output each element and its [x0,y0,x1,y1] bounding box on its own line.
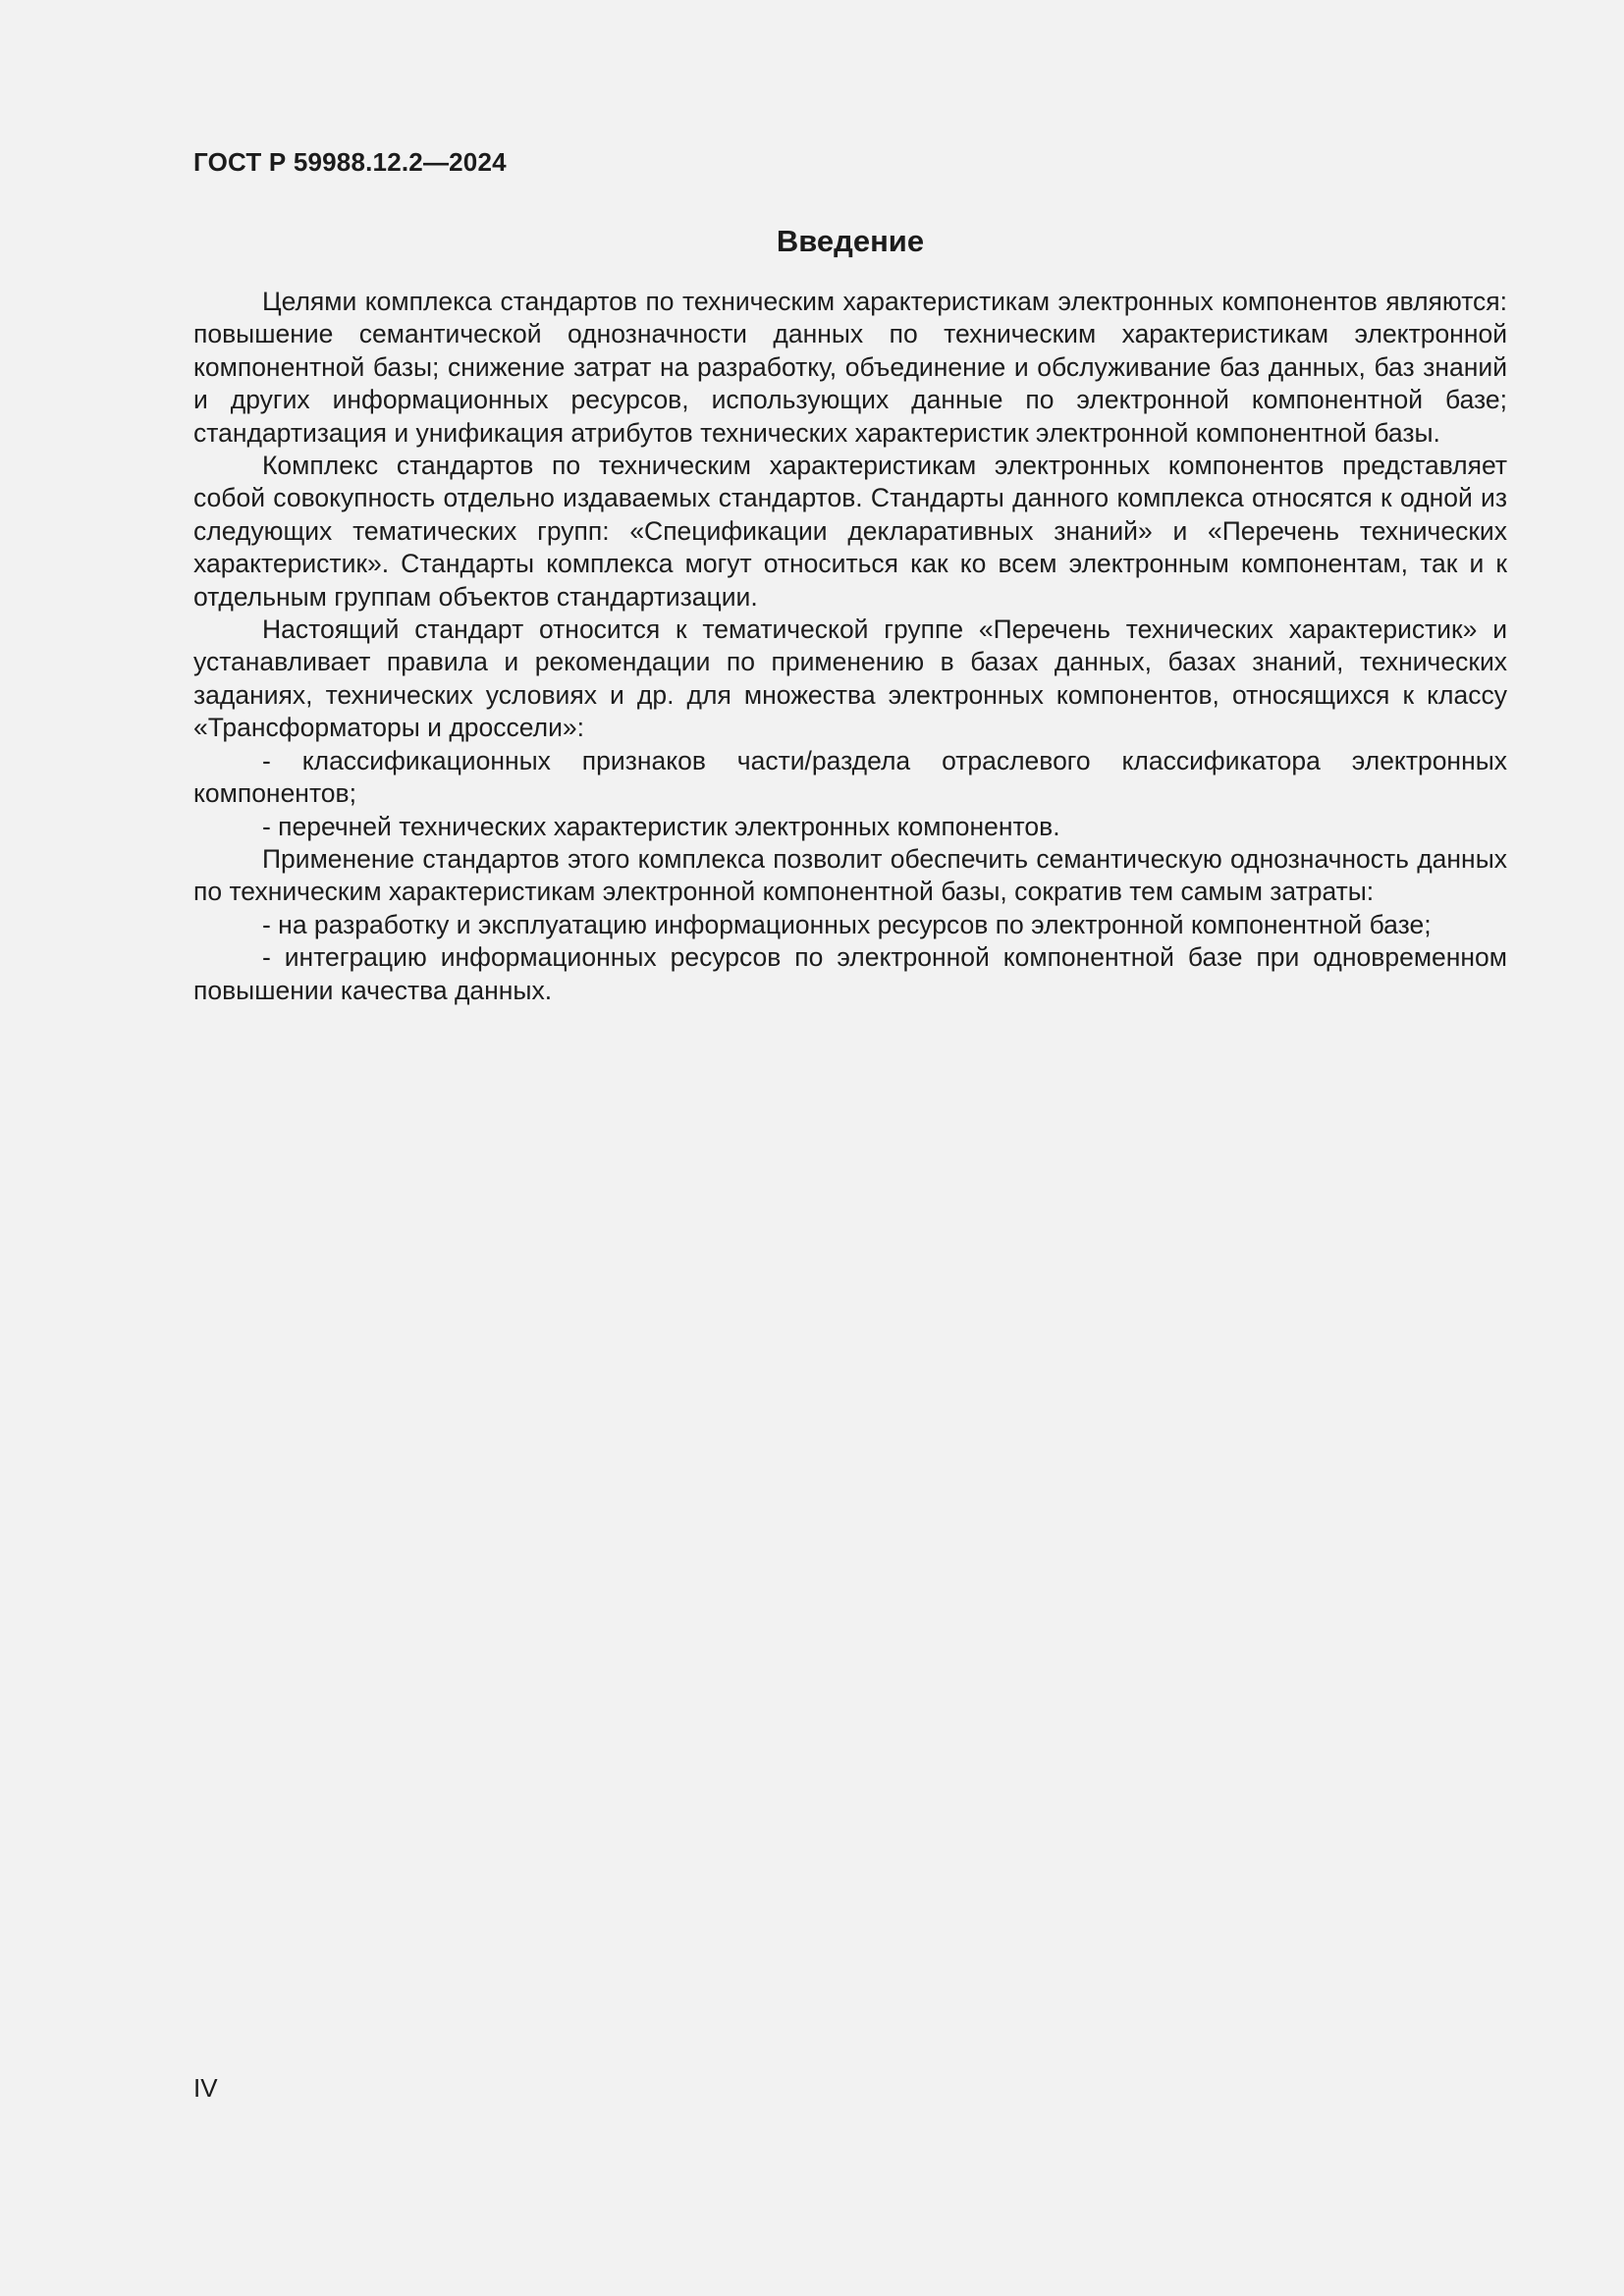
paragraph: Целями комплекса стандартов по техническим характеристикам электронных компонентов являются: повышение семантической однозначности данных по техническим характеристикам электронной компонентной базы; снижение затрат на разработку, объединение и обслуживание баз данных, баз знаний и других информационных ресурсов, использующих данные по электронной компонентной базе; стандартизация и унификация атрибутов технических характеристик электронной компонентной базы. [193,287,1507,448]
list-item: - интеграцию информационных ресурсов по электронной компонентной базе при одновременном повышении качества данных. [193,942,1507,1005]
paragraph: Применение стандартов этого комплекса позволит обеспечить семантическую однозначность данных по техническим характеристикам электронной компонентной базы, сократив тем самым затраты: [193,843,1507,907]
page-number: IV [193,2073,218,2103]
paragraph: Комплекс стандартов по техническим характеристикам электронных компонентов представляет собой совокупность отдельно издаваемых стандартов. Стандарты данного комплекса относятся к одной из следующих тематических групп: «Спецификации декларативных знаний» и «Перечень технических характеристик». Стандарты комплекса могут относиться как ко всем электронным компонентам, так и к отдельным группам объектов стандартизации. [193,451,1507,612]
list-item: - перечней технических характеристик электронных компонентов. [262,811,1060,841]
paragraph: Настоящий стандарт относится к тематической группе «Перечень технических характеристик» и устанавливает правила и рекомендации по применению в базах данных, базах знаний, технических заданиях, технических условиях и др. для множества электронных компонентов, относящихся к классу «Трансформаторы и дроссели»: [193,614,1507,743]
body-text [193,286,1507,1007]
document-code: ГОСТ Р 59988.12.2—2024 [193,147,507,177]
list-item: - классификационных признаков части/раздела отраслевого классификатора электронных компонентов; [193,745,1507,809]
section-title: Введение [776,224,925,258]
list-item: - на разработку и эксплуатацию информационных ресурсов по электронной компонентной базе; [262,909,1432,939]
